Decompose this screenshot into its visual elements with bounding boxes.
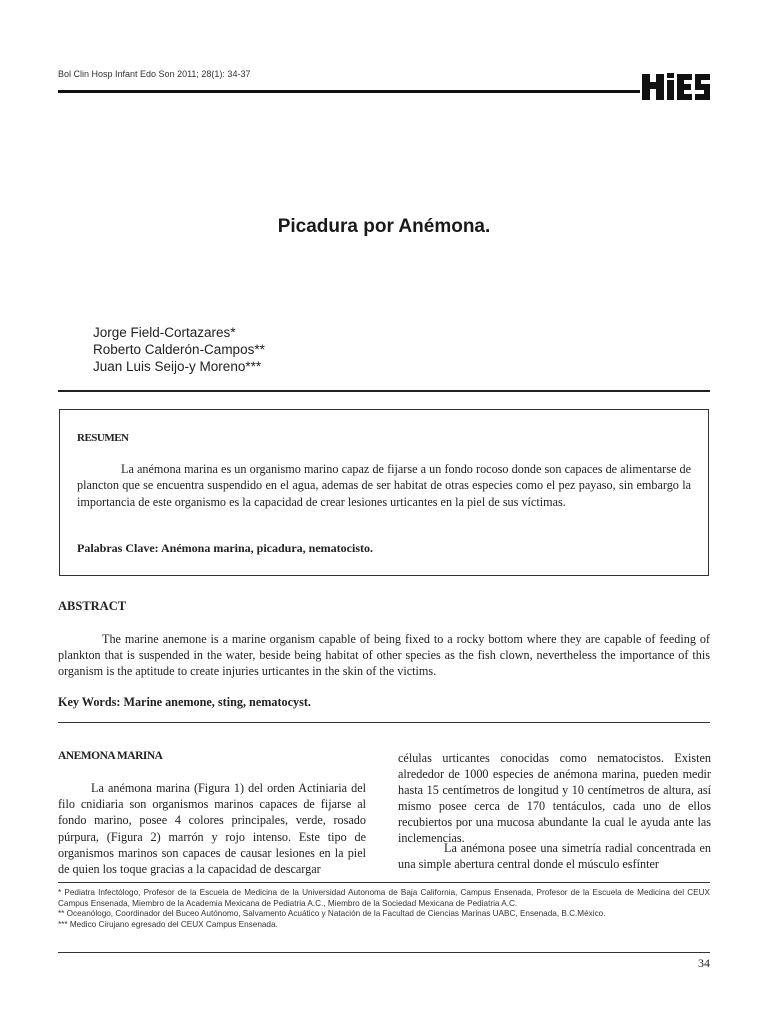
page-number: 34	[698, 956, 710, 970]
bottom-rule	[58, 952, 710, 953]
footnote: *** Medico Cirujano egresado del CEUX Campus Ensenada.	[58, 919, 278, 929]
left-column-text: La anémona marina (Figura 1) del orden Actiniaria del filo cnidiaria son organismos marinos capaces de fijarse al fondo marino, posee 4 colores principales, verde, rosado púrpura, (Figura 2) marrón y rojo intenso. Este tipo de organismos marinos son capaces de causar lesiones en la piel de quien los toque gracias a la capacidad de descargar	[58, 781, 366, 877]
abstract-keywords: Key Words: Marine anemone, sting, nematocyst.	[58, 695, 311, 709]
footnote: * Pediatra Infectólogo, Profesor de la Escuela de Medicina de la Universidad Autonoma de Baja California, Campus Ensenada, Profesor de la Escuela de Medicina del CEUX Campus Ensenada, Miembro de la Academia Mexicana de Pediatria A.C., Miembro de la Sociedad Mexicana de Pediatria A.C.	[58, 888, 710, 908]
header-rule	[58, 90, 640, 93]
footnotes	[58, 888, 710, 930]
article-title: Picadura por Anémona.	[277, 216, 491, 237]
journal-reference: Bol Clin Hosp Infant Edo Son 2011; 28(1): 34-37	[58, 69, 251, 79]
abstract-rule	[58, 722, 710, 723]
hies-logo	[640, 70, 712, 102]
right-column-paragraph-1: células urticantes conocidas como nematocistos. Existen alrededor de 1000 especies de anémona marina, pueden medir hasta 15 centímetros de longitud y 10 centímetros de altura, así mismo posee cerca de 170 tentáculos, cada uno de ellos recubiertos por una mucosa abundante la cual le ayuda ante las inclemencias.	[398, 751, 711, 846]
section-heading: ANEMONA MARINA	[58, 750, 163, 762]
abstract-body: The marine anemone is a marine organism capable of being fixed to a rocky bottom where they are capable of feeding of plankton that is suspended in the water, beside being habitat of other species as the fish clown, nevertheless the importance of this organism is the aptitude to create injuries urticantes in the skin of the victims.	[58, 632, 710, 678]
author-name: Roberto Calderón-Campos**	[93, 342, 265, 357]
right-column-paragraph-2: La anémona posee una simetría radial concentrada en una simple abertura central donde el músculo esfínter	[398, 841, 711, 872]
author-name: Jorge Field-Cortazares*	[93, 325, 236, 340]
abstract-heading: ABSTRACT	[58, 599, 127, 613]
author-name: Juan Luis Seijo-y Moreno***	[93, 359, 262, 374]
resumen-body: La anémona marina es un organismo marino capaz de fijarse a un fondo rocoso donde son capaces de alimentarse de plancton que se encuentra suspendido en el agua, ademas de ser habitat de otras especies como el pez payaso, sin embargo la importancia de este organismo es la capacidad de crear lesiones urticantes en la piel de sus víctimas.	[77, 462, 691, 509]
authors-rule	[58, 390, 710, 392]
author-list	[93, 324, 265, 375]
footnote: ** Oceanólogo, Coordinador del Buceo Autónomo, Salvamento Acuático y Natación de la Facultad de Ciencias Marinas UABC, Ensenada, B.C.México.	[58, 909, 606, 919]
resumen-heading: RESUMEN	[77, 432, 129, 444]
footnote-rule	[58, 882, 710, 883]
resumen-keywords: Palabras Clave: Anémona marina, picadura, nematocisto.	[77, 541, 373, 555]
